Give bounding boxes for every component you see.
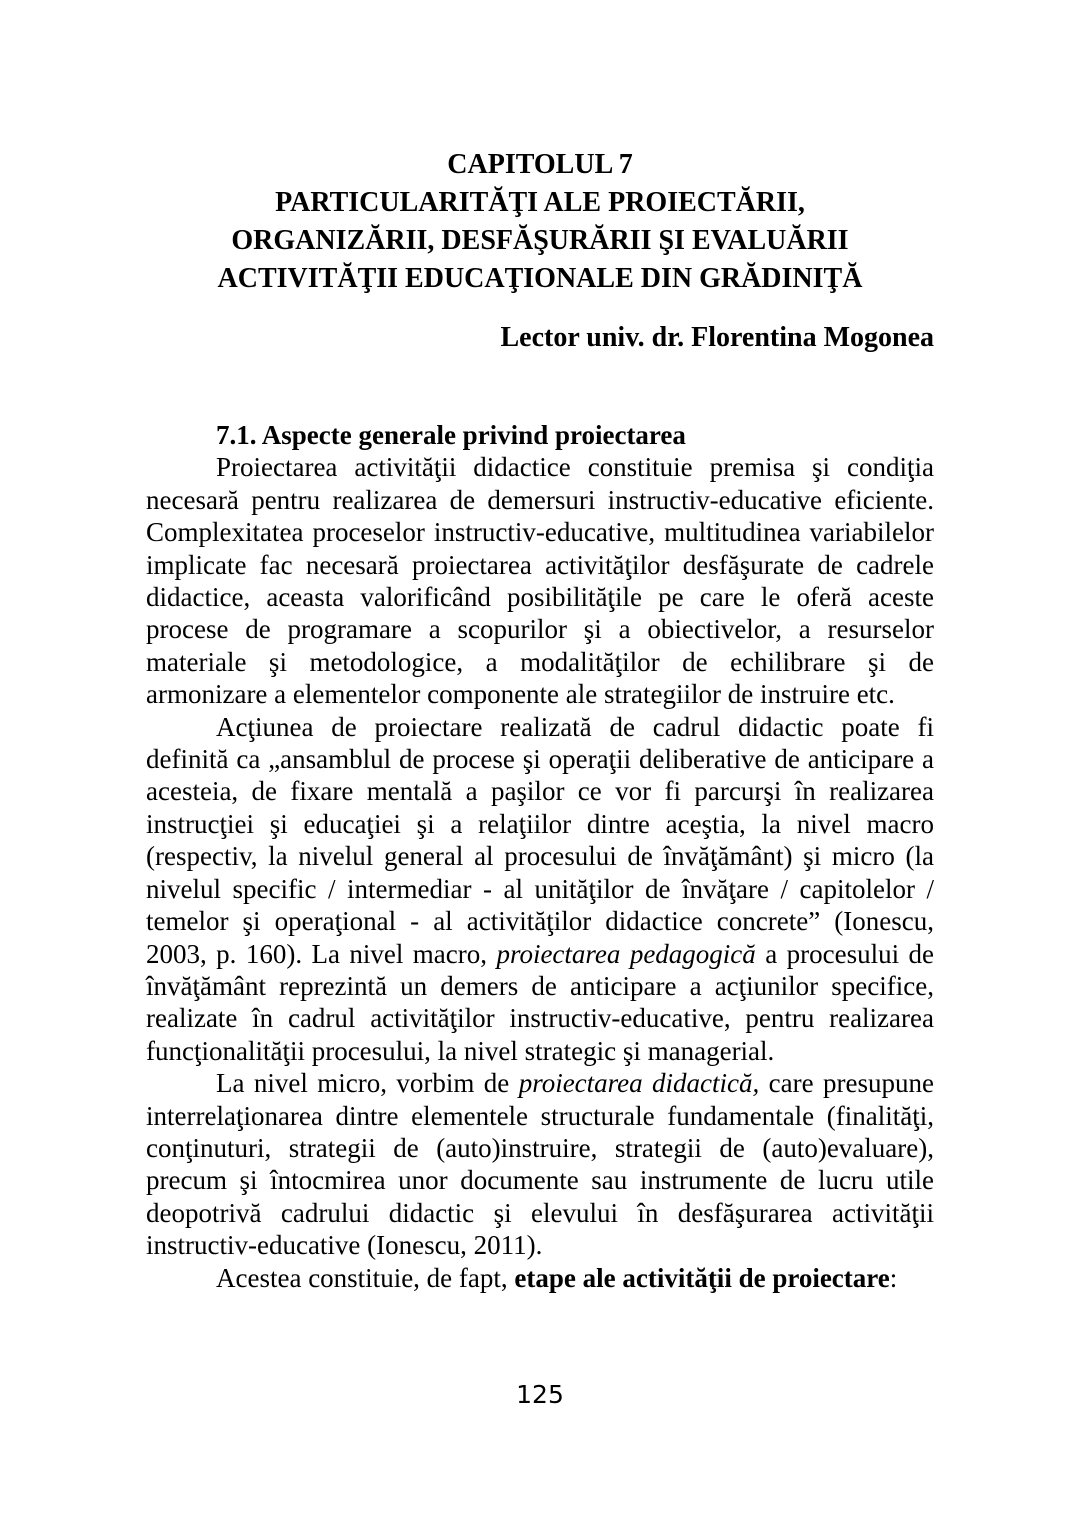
chapter-title bbox=[146, 146, 934, 298]
section-heading: 7.1. Aspecte generale privind proiectarea bbox=[216, 420, 686, 450]
paragraph-3-text-b: care presupune interrelaţionarea dintre elementele structurale fundamentale (finalităţi, conţinuturi, strategii de (auto)instruire, strategii de (auto)evaluare), precum şi întocmirea unor documente sau instrumente de lucru utile deopotrivă cadrului didactic şi elevului în desfăşurarea activităţii instructiv-educative (Ionescu, 2011). bbox=[146, 1068, 934, 1261]
paragraph-4-bold: etape ale activităţii de proiectare bbox=[514, 1262, 890, 1293]
body-text bbox=[146, 419, 934, 1294]
paragraph-3 bbox=[146, 1067, 934, 1261]
chapter-title-line-2: ORGANIZĂRII, DESFĂŞURĂRII ŞI EVALUĂRII bbox=[231, 225, 849, 256]
paragraph-3-text-a: La nivel micro, vorbim de bbox=[216, 1068, 519, 1099]
paragraph-4-text-a: Acestea constituie, de fapt, bbox=[216, 1262, 515, 1293]
paragraph-2-emphasis: proiectarea pedagogică bbox=[496, 938, 756, 969]
chapter-number: CAPITOLUL 7 bbox=[447, 149, 633, 180]
page-number: 125 bbox=[516, 1380, 564, 1409]
chapter-title-line-3: ACTIVITĂŢII EDUCAŢIONALE DIN GRĂDINIŢĂ bbox=[217, 263, 863, 294]
paragraph-4 bbox=[146, 1262, 934, 1294]
paragraph-4-text-b: : bbox=[889, 1262, 898, 1293]
paragraph-2-text-a: Acţiunea de proiectare realizată de cadrul didactic poate fi definită ca „ansamblul de procese şi operaţii deliberative de anticipare a acesteia, de fixare mentală a paşilor ce vor fi parcurşi în realizarea instrucţiei şi educaţiei şi a relaţiilor dintre aceştia, la nivel macro (respectiv, la nivelul general al procesului de învăţământ) şi micro (la nivelul specific / intermediar - al unităţilor de învăţare / capitolelor / temelor şi operaţional - al activităţilor didactice concrete” (Ionescu, 2003, p. 160). La nivel macro, bbox=[146, 711, 934, 969]
paragraph-1-text: Proiectarea activităţii didactice constituie premisa şi condiţia necesară pentru realizarea de demersuri instructiv-educative eficiente. Complexitatea proceselor instructiv-educative, multitudinea variabilelor implicate fac necesară proiectarea activităţilor desfăşurate de cadrele didactice, aceasta valorificând posibilităţile pe care le oferă aceste procese de programare a scopurilor şi a obiectivelor, a resurselor materiale şi metodologice, a modalităţilor de echilibrare şi de armonizare a elementelor componente ale strategiilor de instruire etc. bbox=[146, 452, 934, 710]
paragraph-2-text-b: a procesului de învăţământ reprezintă un demers de anticipare a acţiunilor specifice, realizate în cadrul activităţilor instructiv-educative, pentru realizarea funcţionalităţii procesului, la nivel strategic şi managerial. bbox=[146, 938, 934, 1066]
paragraph-1 bbox=[146, 451, 934, 710]
author-byline: Lector univ. dr. Florentina Mogonea bbox=[500, 322, 934, 353]
paragraph-3-emphasis: proiectarea didactică, bbox=[518, 1068, 760, 1099]
paragraph-2 bbox=[146, 711, 934, 1067]
chapter-title-line-1: PARTICULARITĂŢI ALE PROIECTĂRII, bbox=[275, 187, 805, 218]
